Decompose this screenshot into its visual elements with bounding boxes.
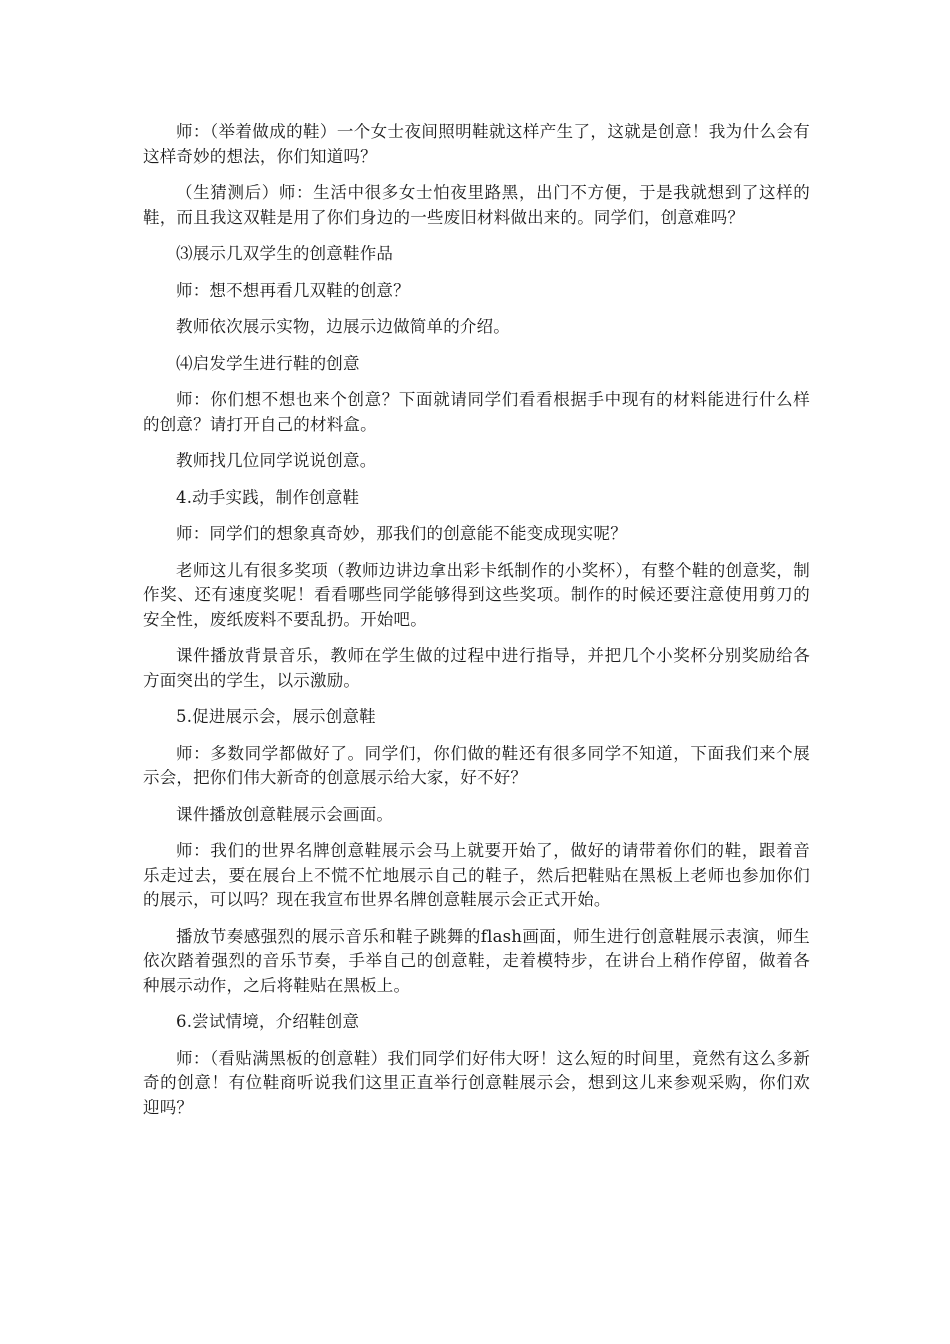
paragraph: 师：想不想再看几双鞋的创意？ [176,280,410,300]
paragraph: 播放节奏感强烈的展示音乐和鞋子跳舞的flash画面，师生进行创意鞋展示表演，师生依次踏着强烈的音乐节奏，手举自己的创意鞋，走着模特步，在讲台上稍作停留，做着各种展示动作，之后将鞋贴在黑板上。 [143,926,810,995]
paragraph: 师：我们的世界名牌创意鞋展示会马上就要开始了，做好的请带着你们的鞋，跟着音乐走过去，要在展台上不慌不忙地展示自己的鞋子，然后把鞋贴在黑板上老师也参加你们的展示，可以吗？现在我宣布世界名牌创意鞋展示会正式开始。 [143,841,810,909]
paragraph: 老师这儿有很多奖项（教师边讲边拿出彩卡纸制作的小奖杯），有整个鞋的创意奖，制作奖、还有速度奖呢！看看哪些同学能够得到这些奖项。制作的时候还要注意使用剪刀的安全性，废纸废料不要乱扔。开始吧。 [143,560,810,629]
paragraph: 师：同学们的想象真奇妙，那我们的创意能不能变成现实呢？ [176,524,627,543]
paragraph: 师：（看贴满黑板的创意鞋）我们同学们好伟大呀！这么短的时间里，竟然有这么多新奇的创意！有位鞋商听说我们这里正直举行创意鞋展示会，想到这儿来参观采购，你们欢迎吗？ [143,1048,810,1117]
paragraph: 课件播放背景音乐，教师在学生做的过程中进行指导，并把几个小奖杯分别奖励给各方面突出的学生，以示激励。 [143,646,810,690]
paragraph: 教师找几位同学说说创意。 [176,451,377,470]
paragraph: 师：你们想不想也来个创意？下面就请同学们看看根据手中现有的材料能进行什么样的创意？请打开自己的材料盒。 [143,390,810,434]
paragraph: 教师依次展示实物，边展示边做简单的介绍。 [176,317,510,336]
document-body [143,120,810,1132]
section-heading: ⑷启发学生进行鞋的创意 [176,353,360,373]
paragraph: （生猜测后）师：生活中很多女士怕夜里路黑，出门不方便，于是我就想到了这样的鞋，而且我这双鞋是用了你们身边的一些废旧材料做出来的。同学们，创意难吗？ [143,183,810,227]
section-heading: 5.促进展示会，展示创意鞋 [176,707,376,726]
section-heading: 4.动手实践，制作创意鞋 [176,487,360,507]
paragraph: 师：（举着做成的鞋）一个女士夜间照明鞋就这样产生了，这就是创意！我为什么会有这样奇妙的想法，你们知道吗？ [143,122,810,166]
paragraph: 师：多数同学都做好了。同学们，你们做的鞋还有很多同学不知道，下面我们来个展示会，把你们伟大新奇的创意展示给大家，好不好？ [143,743,810,787]
section-heading: ⑶展示几双学生的创意鞋作品 [176,244,394,263]
paragraph: 课件播放创意鞋展示会画面。 [176,804,394,824]
section-heading: 6.尝试情境，介绍鞋创意 [176,1012,360,1031]
